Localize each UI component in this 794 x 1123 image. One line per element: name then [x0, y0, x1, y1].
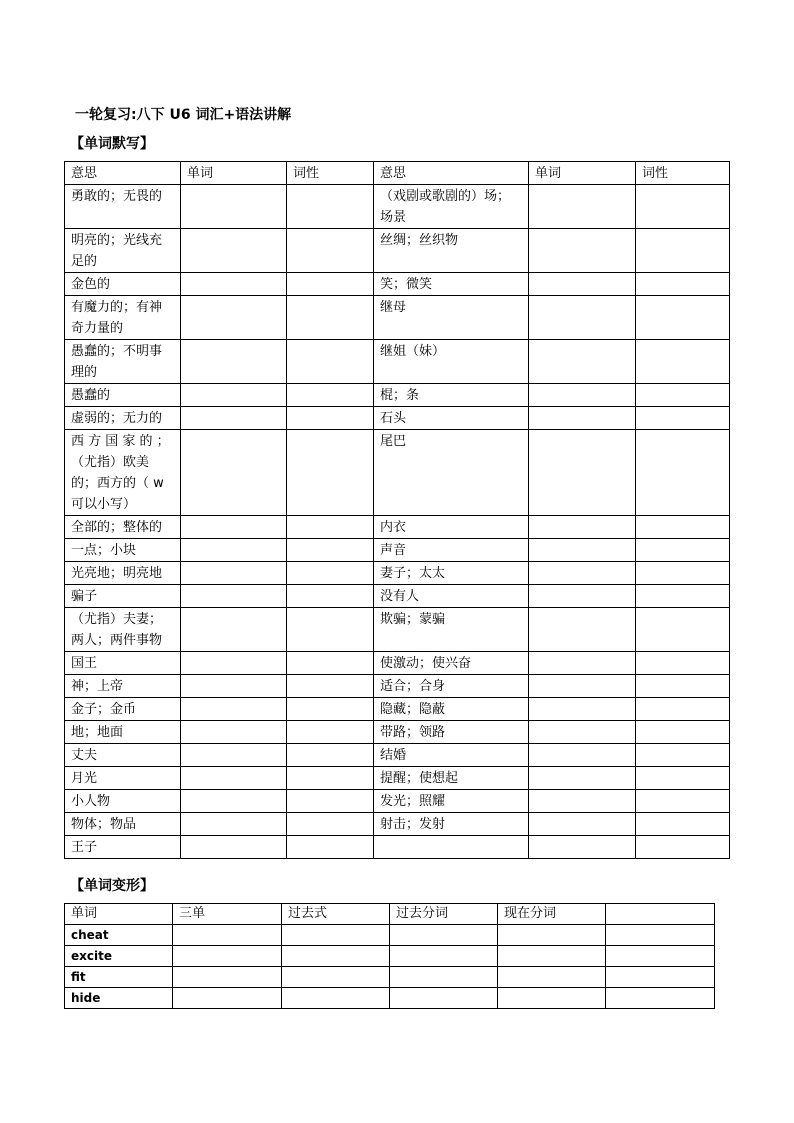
- pos-answer-cell[interactable]: [287, 721, 374, 744]
- pos-answer-cell[interactable]: [287, 273, 374, 296]
- word-answer-cell[interactable]: [529, 585, 636, 608]
- column-header: 意思: [65, 162, 181, 185]
- form-answer-cell[interactable]: [498, 988, 606, 1009]
- pos-answer-cell[interactable]: [636, 185, 730, 229]
- table-row: [65, 790, 730, 813]
- pos-answer-cell[interactable]: [636, 790, 730, 813]
- meaning-cell: 小人物: [65, 790, 181, 813]
- table-row: [65, 407, 730, 430]
- meaning-cell: 继母: [374, 296, 529, 340]
- form-answer-cell[interactable]: [390, 988, 498, 1009]
- meaning-cell: 金色的: [65, 273, 181, 296]
- base-word-cell: cheat: [65, 925, 173, 946]
- table-header-row: [65, 904, 715, 925]
- meaning-cell: 笑；微笑: [374, 273, 529, 296]
- pos-answer-cell[interactable]: [636, 340, 730, 384]
- page-title: 一轮复习:八下 U6 词汇+语法讲解: [75, 107, 292, 123]
- form-answer-cell[interactable]: [606, 967, 715, 988]
- table-row: [65, 698, 730, 721]
- word-answer-cell[interactable]: [529, 698, 636, 721]
- pos-answer-cell[interactable]: [636, 273, 730, 296]
- form-answer-cell[interactable]: [282, 925, 390, 946]
- word-forms-table: [64, 903, 715, 1009]
- word-answer-cell[interactable]: [529, 562, 636, 585]
- meaning-cell: 全部的；整体的: [65, 516, 181, 539]
- form-answer-cell[interactable]: [606, 946, 715, 967]
- meaning-cell: 愚蠢的；不明事理的: [65, 340, 181, 384]
- column-header: 单词: [65, 904, 173, 925]
- word-answer-cell[interactable]: [181, 296, 287, 340]
- column-header: 单词: [529, 162, 636, 185]
- pos-answer-cell[interactable]: [636, 384, 730, 407]
- pos-answer-cell[interactable]: [287, 675, 374, 698]
- meaning-cell: 丝绸；丝织物: [374, 229, 529, 273]
- meaning-cell: 丈夫: [65, 744, 181, 767]
- pos-answer-cell[interactable]: [287, 185, 374, 229]
- pos-answer-cell[interactable]: [636, 585, 730, 608]
- word-answer-cell[interactable]: [181, 790, 287, 813]
- word-answer-cell[interactable]: [181, 273, 287, 296]
- meaning-cell: 适合；合身: [374, 675, 529, 698]
- table-row: [65, 562, 730, 585]
- form-answer-cell[interactable]: [390, 946, 498, 967]
- word-answer-cell[interactable]: [181, 813, 287, 836]
- pos-answer-cell[interactable]: [636, 296, 730, 340]
- meaning-cell: 物体；物品: [65, 813, 181, 836]
- pos-answer-cell[interactable]: [287, 608, 374, 652]
- word-answer-cell[interactable]: [529, 836, 636, 859]
- meaning-cell: 声音: [374, 539, 529, 562]
- word-answer-cell[interactable]: [181, 767, 287, 790]
- meaning-cell: 地；地面: [65, 721, 181, 744]
- form-answer-cell[interactable]: [282, 988, 390, 1009]
- form-answer-cell[interactable]: [173, 946, 282, 967]
- meaning-cell: 西 方 国 家 的 ；（尤指）欧美的；西方的（ w 可以小写）: [65, 430, 181, 516]
- meaning-cell: 提醒；使想起: [374, 767, 529, 790]
- table-row: [65, 384, 730, 407]
- pos-answer-cell[interactable]: [287, 516, 374, 539]
- base-word-cell: excite: [65, 946, 173, 967]
- word-answer-cell[interactable]: [529, 296, 636, 340]
- form-answer-cell[interactable]: [606, 925, 715, 946]
- word-answer-cell[interactable]: [181, 516, 287, 539]
- table-row: [65, 675, 730, 698]
- meaning-cell: （尤指）夫妻；两人；两件事物: [65, 608, 181, 652]
- word-answer-cell[interactable]: [181, 585, 287, 608]
- word-answer-cell[interactable]: [181, 652, 287, 675]
- word-answer-cell[interactable]: [529, 721, 636, 744]
- meaning-cell: 尾巴: [374, 430, 529, 516]
- meaning-cell: 欺骗；蒙骗: [374, 608, 529, 652]
- word-answer-cell[interactable]: [181, 562, 287, 585]
- table-row: [65, 967, 715, 988]
- form-answer-cell[interactable]: [173, 988, 282, 1009]
- table-row: [65, 229, 730, 273]
- word-answer-cell[interactable]: [181, 675, 287, 698]
- table-row: [65, 516, 730, 539]
- meaning-cell: 内衣: [374, 516, 529, 539]
- column-header: 单词: [181, 162, 287, 185]
- column-header: 过去分词: [390, 904, 498, 925]
- table-row: [65, 925, 715, 946]
- pos-answer-cell[interactable]: [287, 836, 374, 859]
- pos-answer-cell[interactable]: [636, 516, 730, 539]
- column-header: 词性: [636, 162, 730, 185]
- meaning-cell: [374, 836, 529, 859]
- table-row: [65, 652, 730, 675]
- column-header: 词性: [287, 162, 374, 185]
- form-answer-cell[interactable]: [390, 925, 498, 946]
- word-answer-cell[interactable]: [529, 608, 636, 652]
- word-answer-cell[interactable]: [181, 539, 287, 562]
- form-answer-cell[interactable]: [498, 946, 606, 967]
- pos-answer-cell[interactable]: [636, 813, 730, 836]
- word-answer-cell[interactable]: [181, 698, 287, 721]
- form-answer-cell[interactable]: [606, 988, 715, 1009]
- table-row: [65, 744, 730, 767]
- meaning-cell: 神；上帝: [65, 675, 181, 698]
- table-row: [65, 430, 730, 516]
- meaning-cell: 虚弱的；无力的: [65, 407, 181, 430]
- meaning-cell: 发光；照耀: [374, 790, 529, 813]
- section-heading-word-forms: 【单词变形】: [70, 878, 154, 894]
- word-answer-cell[interactable]: [529, 185, 636, 229]
- form-answer-cell[interactable]: [498, 925, 606, 946]
- word-answer-cell[interactable]: [181, 407, 287, 430]
- meaning-cell: 一点；小块: [65, 539, 181, 562]
- table-row: [65, 185, 730, 229]
- pos-answer-cell[interactable]: [287, 744, 374, 767]
- table-row: [65, 836, 730, 859]
- table-row: [65, 340, 730, 384]
- meaning-cell: 妻子；太太: [374, 562, 529, 585]
- pos-answer-cell[interactable]: [287, 539, 374, 562]
- meaning-cell: 使激动；使兴奋: [374, 652, 529, 675]
- word-answer-cell[interactable]: [181, 340, 287, 384]
- column-header: [606, 904, 715, 925]
- table-header-row: [65, 162, 730, 185]
- table-row: [65, 296, 730, 340]
- vocab-dictation-table: [64, 161, 730, 859]
- base-word-cell: fit: [65, 967, 173, 988]
- table-row: [65, 813, 730, 836]
- word-answer-cell[interactable]: [181, 836, 287, 859]
- meaning-cell: 王子: [65, 836, 181, 859]
- meaning-cell: 骗子: [65, 585, 181, 608]
- meaning-cell: 国王: [65, 652, 181, 675]
- word-answer-cell[interactable]: [181, 608, 287, 652]
- meaning-cell: 结婚: [374, 744, 529, 767]
- pos-answer-cell[interactable]: [636, 675, 730, 698]
- pos-answer-cell[interactable]: [636, 652, 730, 675]
- word-answer-cell[interactable]: [529, 407, 636, 430]
- word-answer-cell[interactable]: [529, 229, 636, 273]
- word-answer-cell[interactable]: [181, 430, 287, 516]
- section-heading-dictation: 【单词默写】: [70, 136, 154, 152]
- table-row: [65, 539, 730, 562]
- pos-answer-cell[interactable]: [636, 539, 730, 562]
- form-answer-cell[interactable]: [498, 967, 606, 988]
- word-answer-cell[interactable]: [529, 744, 636, 767]
- form-answer-cell[interactable]: [390, 967, 498, 988]
- word-answer-cell[interactable]: [181, 744, 287, 767]
- word-answer-cell[interactable]: [181, 384, 287, 407]
- pos-answer-cell[interactable]: [636, 608, 730, 652]
- meaning-cell: 隐藏；隐蔽: [374, 698, 529, 721]
- pos-answer-cell[interactable]: [287, 340, 374, 384]
- pos-answer-cell[interactable]: [287, 430, 374, 516]
- meaning-cell: 没有人: [374, 585, 529, 608]
- column-header: 过去式: [282, 904, 390, 925]
- pos-answer-cell[interactable]: [287, 698, 374, 721]
- word-answer-cell[interactable]: [529, 652, 636, 675]
- pos-answer-cell[interactable]: [636, 721, 730, 744]
- table-row: [65, 767, 730, 790]
- pos-answer-cell[interactable]: [287, 652, 374, 675]
- form-answer-cell[interactable]: [173, 925, 282, 946]
- pos-answer-cell[interactable]: [636, 744, 730, 767]
- pos-answer-cell[interactable]: [636, 229, 730, 273]
- meaning-cell: 有魔力的；有神奇力量的: [65, 296, 181, 340]
- column-header: 三单: [173, 904, 282, 925]
- meaning-cell: 金子；金币: [65, 698, 181, 721]
- form-answer-cell[interactable]: [282, 967, 390, 988]
- pos-answer-cell[interactable]: [287, 296, 374, 340]
- meaning-cell: 射击；发射: [374, 813, 529, 836]
- base-word-cell: hide: [65, 988, 173, 1009]
- column-header: 意思: [374, 162, 529, 185]
- word-answer-cell[interactable]: [529, 790, 636, 813]
- pos-answer-cell[interactable]: [636, 836, 730, 859]
- meaning-cell: 月光: [65, 767, 181, 790]
- word-answer-cell[interactable]: [529, 273, 636, 296]
- meaning-cell: 石头: [374, 407, 529, 430]
- pos-answer-cell[interactable]: [636, 698, 730, 721]
- word-answer-cell[interactable]: [181, 721, 287, 744]
- meaning-cell: 带路；领路: [374, 721, 529, 744]
- pos-answer-cell[interactable]: [636, 407, 730, 430]
- table-row: [65, 585, 730, 608]
- word-answer-cell[interactable]: [529, 340, 636, 384]
- meaning-cell: 棍；条: [374, 384, 529, 407]
- pos-answer-cell[interactable]: [636, 562, 730, 585]
- word-answer-cell[interactable]: [529, 767, 636, 790]
- word-answer-cell[interactable]: [529, 813, 636, 836]
- meaning-cell: 继姐（妹）: [374, 340, 529, 384]
- pos-answer-cell[interactable]: [287, 229, 374, 273]
- word-answer-cell[interactable]: [529, 516, 636, 539]
- pos-answer-cell[interactable]: [287, 562, 374, 585]
- meaning-cell: （戏剧或歌剧的）场；场景: [374, 185, 529, 229]
- pos-answer-cell[interactable]: [287, 790, 374, 813]
- meaning-cell: 愚蠢的: [65, 384, 181, 407]
- pos-answer-cell[interactable]: [636, 430, 730, 516]
- meaning-cell: 光亮地；明亮地: [65, 562, 181, 585]
- pos-answer-cell[interactable]: [287, 585, 374, 608]
- table-row: [65, 608, 730, 652]
- pos-answer-cell[interactable]: [287, 384, 374, 407]
- word-answer-cell[interactable]: [181, 185, 287, 229]
- form-answer-cell[interactable]: [282, 946, 390, 967]
- meaning-cell: 勇敢的；无畏的: [65, 185, 181, 229]
- pos-answer-cell[interactable]: [287, 767, 374, 790]
- word-answer-cell[interactable]: [181, 229, 287, 273]
- pos-answer-cell[interactable]: [287, 407, 374, 430]
- pos-answer-cell[interactable]: [287, 813, 374, 836]
- table-row: [65, 946, 715, 967]
- word-answer-cell[interactable]: [529, 675, 636, 698]
- form-answer-cell[interactable]: [173, 967, 282, 988]
- word-answer-cell[interactable]: [529, 539, 636, 562]
- meaning-cell: 明亮的；光线充足的: [65, 229, 181, 273]
- table-row: [65, 273, 730, 296]
- pos-answer-cell[interactable]: [636, 767, 730, 790]
- table-row: [65, 721, 730, 744]
- column-header: 现在分词: [498, 904, 606, 925]
- word-answer-cell[interactable]: [529, 430, 636, 516]
- word-answer-cell[interactable]: [529, 384, 636, 407]
- table-row: [65, 988, 715, 1009]
